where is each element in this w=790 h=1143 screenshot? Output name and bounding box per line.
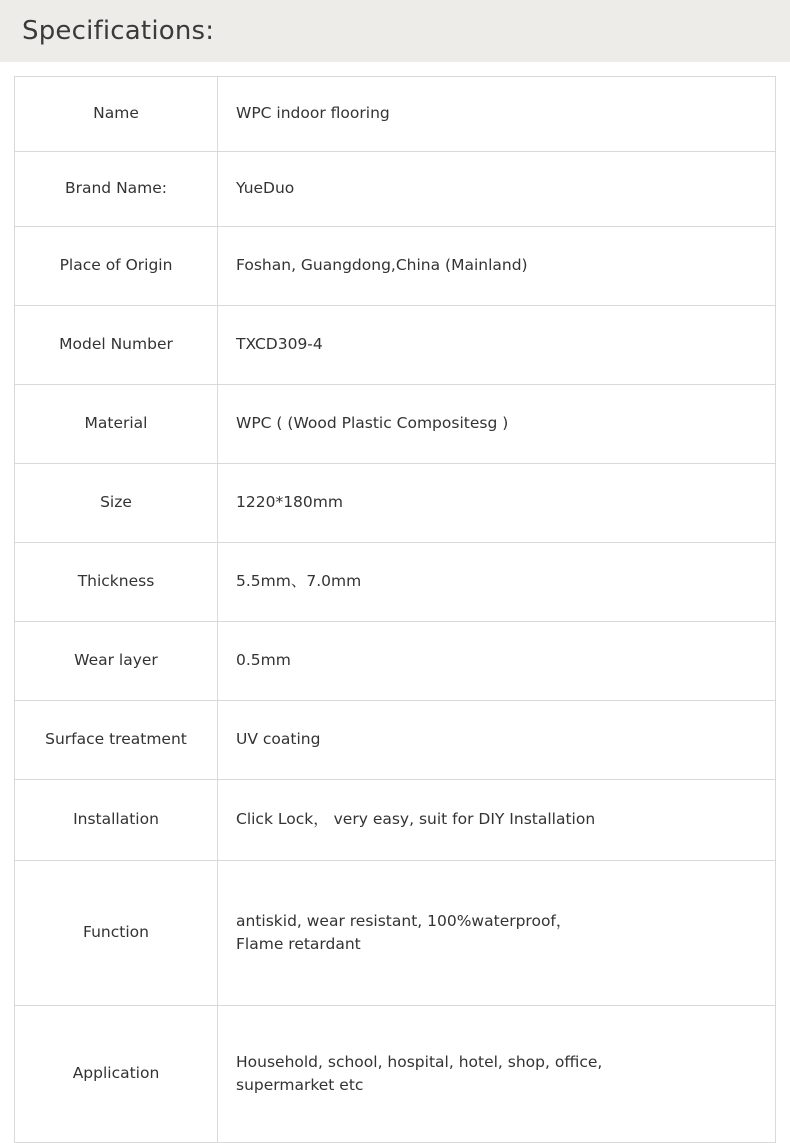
spec-value: UV coating bbox=[218, 701, 776, 780]
table-row bbox=[15, 152, 776, 227]
spec-key: Model Number bbox=[15, 306, 218, 385]
spec-key: Brand Name: bbox=[15, 152, 218, 227]
spec-key: Material bbox=[15, 385, 218, 464]
spec-value-line: supermarket etc bbox=[236, 1076, 364, 1094]
spec-key: Installation bbox=[15, 780, 218, 861]
table-row bbox=[15, 701, 776, 780]
specifications-table-wrapper bbox=[0, 62, 790, 1143]
table-row bbox=[15, 1006, 776, 1143]
table-row bbox=[15, 464, 776, 543]
spec-value: Click Lock， very easy, suit for DIY Installation bbox=[218, 780, 776, 861]
spec-value-line: Flame retardant bbox=[236, 935, 361, 953]
spec-key: Size bbox=[15, 464, 218, 543]
table-row bbox=[15, 77, 776, 152]
spec-value bbox=[218, 1006, 776, 1143]
spec-value: TXCD309-4 bbox=[218, 306, 776, 385]
spec-key: Surface treatment bbox=[15, 701, 218, 780]
spec-value: Foshan, Guangdong,China (Mainland) bbox=[218, 227, 776, 306]
spec-value: WPC indoor flooring bbox=[218, 77, 776, 152]
table-row bbox=[15, 306, 776, 385]
table-row bbox=[15, 543, 776, 622]
spec-value: 0.5mm bbox=[218, 622, 776, 701]
table-row bbox=[15, 622, 776, 701]
spec-key: Function bbox=[15, 861, 218, 1006]
spec-key: Place of Origin bbox=[15, 227, 218, 306]
table-row bbox=[15, 385, 776, 464]
spec-key: Name bbox=[15, 77, 218, 152]
spec-value: WPC ( (Wood Plastic Compositesg ) bbox=[218, 385, 776, 464]
spec-value: 5.5mm、7.0mm bbox=[218, 543, 776, 622]
spec-key: Wear layer bbox=[15, 622, 218, 701]
page-title-bar bbox=[0, 0, 790, 62]
table-row bbox=[15, 227, 776, 306]
table-row bbox=[15, 780, 776, 861]
spec-value: YueDuo bbox=[218, 152, 776, 227]
spec-key: Application bbox=[15, 1006, 218, 1143]
spec-key: Thickness bbox=[15, 543, 218, 622]
spec-value-line: antiskid, wear resistant, 100%waterproof， bbox=[236, 911, 572, 930]
page-title: Specifications: bbox=[22, 16, 215, 46]
spec-value-line: Household, school, hospital, hotel, shop, office, bbox=[236, 1052, 603, 1071]
spec-value: 1220*180mm bbox=[218, 464, 776, 543]
specifications-table bbox=[14, 76, 776, 1143]
